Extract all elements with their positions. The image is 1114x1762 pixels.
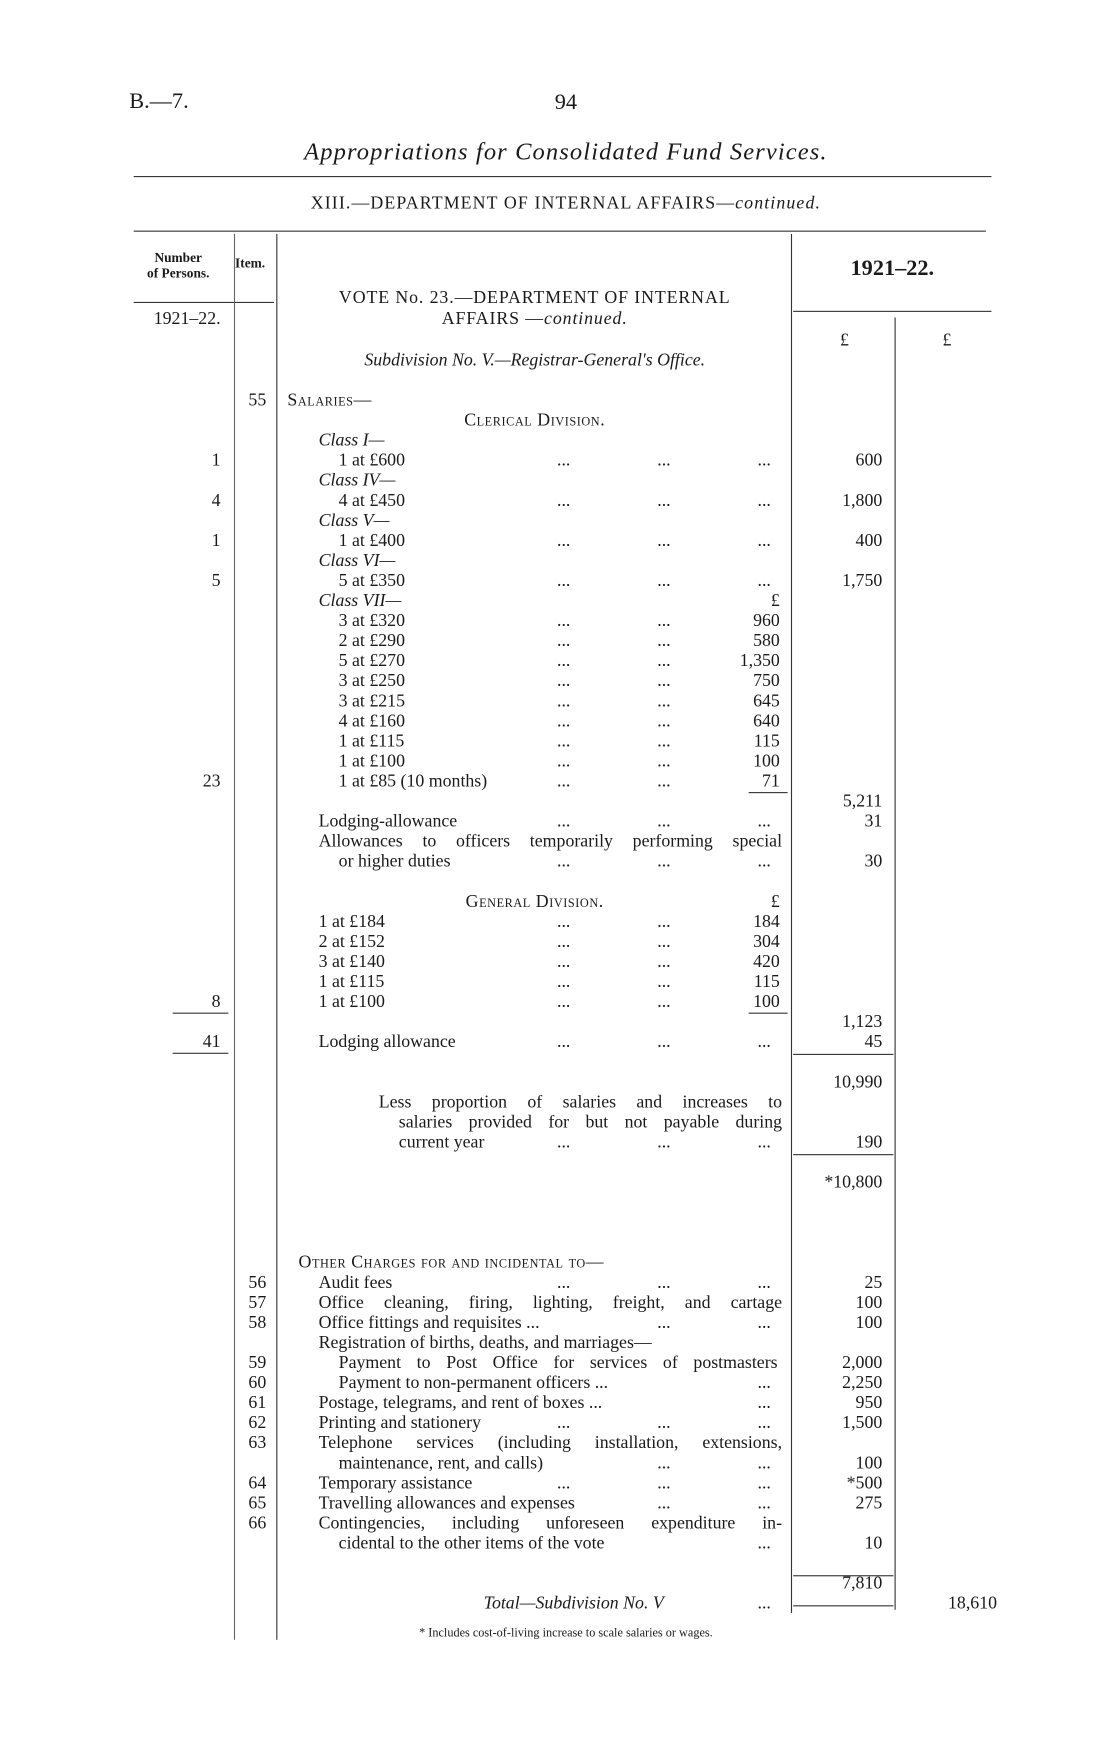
- dot-leader: ...: [557, 992, 571, 1012]
- persons-count: 4: [211, 491, 221, 511]
- table-row: [0, 812, 1114, 832]
- row-description: 3 at £250: [338, 671, 405, 691]
- dot-leader: ...: [557, 731, 571, 751]
- table-row: [0, 752, 1114, 772]
- table-row: [0, 1554, 1114, 1574]
- persons-count: 41: [202, 1032, 221, 1052]
- amount: 1,123: [842, 1012, 883, 1032]
- row-description: General Division.: [465, 892, 604, 912]
- dot-leader: ...: [557, 1413, 571, 1433]
- dot-leader: ...: [657, 972, 671, 992]
- table-row: [0, 1494, 1114, 1514]
- table-row: [0, 1354, 1114, 1374]
- amount: 1,800: [842, 491, 883, 511]
- dot-leader: ...: [557, 711, 571, 731]
- table-row: [0, 692, 1114, 712]
- table-row: [0, 932, 1114, 952]
- dot-leader: ...: [657, 812, 671, 832]
- table-row: [0, 712, 1114, 732]
- dot-leader: ...: [557, 772, 571, 791]
- dot-leader: ...: [757, 1594, 771, 1614]
- dot-leader: ...: [557, 952, 571, 972]
- table-row: [0, 1233, 1114, 1253]
- sub-amount: 71: [761, 772, 780, 791]
- row-description: 1 at £600: [338, 451, 405, 471]
- persons-header-line2: of Persons.: [147, 265, 210, 281]
- vote-title: VOTE No. 23.—DEPARTMENT OF INTERNAL: [338, 288, 731, 308]
- persons-header: [134, 250, 223, 281]
- year-header: 1921–22.: [850, 256, 935, 281]
- row-description: or higher duties: [338, 852, 451, 872]
- dot-leader: ...: [557, 491, 571, 511]
- table-row: [0, 1333, 1114, 1353]
- row-description: 2 at £152: [318, 932, 385, 952]
- vote-title-line2: AFFAIRS —: [441, 309, 545, 329]
- table-row: [0, 451, 1114, 471]
- row-description: Postage, telegrams, and rent of boxes ...: [318, 1393, 603, 1413]
- row-description: Lodging allowance: [318, 1032, 456, 1052]
- amount: 600: [855, 451, 883, 471]
- table-row: [0, 1514, 1114, 1534]
- persons-count: 8: [211, 992, 221, 1012]
- table-row: [0, 993, 1114, 1013]
- amount: 10,990: [833, 1072, 883, 1092]
- table-row: [0, 672, 1114, 692]
- item-number: 62: [248, 1413, 267, 1433]
- row-description: Lodging-allowance: [318, 812, 458, 832]
- amount: 1,500: [842, 1413, 883, 1433]
- table-row: [0, 531, 1114, 551]
- section-suffix: continued.: [735, 193, 822, 213]
- table-row: [0, 1033, 1114, 1053]
- dot-leader: ...: [757, 1373, 771, 1393]
- table-row: [0, 1073, 1114, 1093]
- dot-leader: ...: [557, 571, 571, 591]
- dot-leader: ...: [657, 1313, 671, 1333]
- amount: 10: [864, 1533, 883, 1553]
- table-row: [0, 1434, 1114, 1454]
- dot-leader: ...: [657, 1273, 671, 1293]
- dot-leader: ...: [757, 852, 771, 872]
- year-header-rule: [793, 311, 991, 312]
- table-row: [0, 1414, 1114, 1434]
- row-description: Other Charges for and incidental to—: [298, 1253, 605, 1273]
- dot-leader: ...: [657, 852, 671, 872]
- row-description: 4 at £450: [338, 491, 405, 511]
- table-row: [0, 772, 1114, 792]
- row-description: salaries provided for but not payable during: [398, 1112, 783, 1132]
- table-row: [0, 592, 1114, 612]
- table-row: [0, 1293, 1114, 1313]
- dot-leader: ...: [657, 1413, 671, 1433]
- amount: 100: [855, 1313, 883, 1333]
- table-row: [0, 612, 1114, 632]
- table-row: [0, 511, 1114, 531]
- sub-amount: £: [770, 591, 780, 611]
- row-description: Salaries—: [287, 391, 372, 410]
- row-description: 1 at £85 (10 months): [338, 772, 488, 791]
- dot-leader: ...: [557, 1032, 571, 1052]
- dot-leader: ...: [757, 1413, 771, 1433]
- table-row: [0, 952, 1114, 972]
- table-row: [0, 1193, 1114, 1213]
- item-number: 58: [248, 1313, 267, 1333]
- sub-amount: 115: [753, 972, 780, 992]
- table-row: [0, 973, 1114, 993]
- dot-leader: ...: [757, 1533, 771, 1553]
- sub-amount: 100: [753, 751, 780, 771]
- table-row: [0, 1153, 1114, 1173]
- page-title: Appropriations for Consolidated Fund Services.: [304, 137, 828, 165]
- table-row: [0, 652, 1114, 672]
- dot-leader: ...: [657, 691, 671, 711]
- dot-leader: ...: [657, 952, 671, 972]
- row-description: Class IV—: [318, 471, 396, 491]
- dot-leader: ...: [657, 1032, 671, 1052]
- total-amount: 18,610: [948, 1594, 998, 1614]
- table-row: [0, 912, 1114, 932]
- table-row: [0, 391, 1114, 411]
- dot-leader: ...: [757, 1473, 771, 1493]
- table-row: [0, 1273, 1114, 1293]
- pound-sign-col1: £: [839, 330, 849, 350]
- amount: 950: [855, 1393, 883, 1413]
- table-row: [0, 1374, 1114, 1394]
- section-title: XIII.—DEPARTMENT OF INTERNAL AFFAIRS—: [310, 193, 736, 213]
- persons-count: 23: [202, 772, 221, 791]
- row-description: Audit fees: [318, 1273, 393, 1293]
- row-description: Payment to non-permanent officers ...: [338, 1373, 609, 1393]
- sub-amount: 960: [753, 611, 780, 631]
- table-row: [0, 1173, 1114, 1193]
- dot-leader: ...: [557, 1273, 571, 1293]
- dot-leader: ...: [557, 1132, 571, 1152]
- footnote: * Includes cost-of-living increase to scale salaries or wages.: [419, 1626, 713, 1640]
- dot-leader: ...: [557, 631, 571, 651]
- row-description: 5 at £270: [338, 651, 405, 671]
- sub-amount: 645: [753, 691, 780, 711]
- table-row: [0, 1394, 1114, 1414]
- dot-leader: ...: [657, 711, 671, 731]
- table-row: [0, 1313, 1114, 1333]
- dot-leader: ...: [557, 751, 571, 771]
- dot-leader: ...: [657, 912, 671, 932]
- amount: *10,800: [824, 1173, 883, 1192]
- dot-leader: ...: [657, 611, 671, 631]
- table-row: [0, 832, 1114, 852]
- dot-leader: ...: [557, 972, 571, 992]
- amount-total-rule: [793, 1605, 893, 1606]
- row-description: Office cleaning, firing, lighting, freight, and cartage: [318, 1293, 783, 1313]
- dot-leader: ...: [757, 1493, 771, 1513]
- table-row: [0, 1253, 1114, 1273]
- dot-leader: ...: [757, 451, 771, 471]
- table-row: [0, 892, 1114, 912]
- row-description: Class V—: [318, 511, 390, 531]
- sub-amount: 115: [753, 731, 780, 751]
- row-description: 1 at £115: [318, 972, 385, 992]
- dot-leader: ...: [657, 1453, 671, 1473]
- row-description: 1 at £100: [338, 751, 405, 771]
- table-row: [0, 1454, 1114, 1474]
- row-description: Total—Subdivision No. V: [483, 1594, 664, 1614]
- row-description: 3 at £320: [338, 611, 405, 631]
- section-rule: [134, 231, 986, 232]
- row-description: Telephone services (including installation, extensions,: [318, 1433, 783, 1453]
- row-description: maintenance, rent, and calls): [338, 1453, 544, 1473]
- row-description: Class VI—: [318, 551, 396, 571]
- amount: 2,000: [842, 1353, 883, 1373]
- sub-amount: 184: [753, 912, 780, 932]
- dot-leader: ...: [557, 651, 571, 671]
- item-number: 65: [248, 1493, 267, 1513]
- row-description: current year: [398, 1132, 485, 1152]
- item-number: 66: [248, 1513, 267, 1533]
- row-description: cidental to the other items of the vote: [338, 1533, 605, 1553]
- amount: 100: [855, 1293, 883, 1313]
- item-number: 56: [248, 1273, 267, 1293]
- dot-leader: ...: [657, 1493, 671, 1513]
- amount: 31: [864, 812, 883, 832]
- dot-leader: ...: [657, 491, 671, 511]
- table-row: [0, 852, 1114, 872]
- dot-leader: ...: [757, 1273, 771, 1293]
- dot-leader: ...: [757, 1393, 771, 1413]
- amount: 100: [855, 1453, 883, 1473]
- amount: 45: [864, 1032, 883, 1052]
- amount: *500: [846, 1473, 883, 1493]
- table-row: [0, 1133, 1114, 1153]
- table-row: [0, 1574, 1114, 1594]
- dot-leader: ...: [557, 932, 571, 952]
- dot-leader: ...: [557, 671, 571, 691]
- persons-count: 5: [211, 571, 221, 591]
- amount: 25: [864, 1273, 883, 1293]
- persons-year: 1921–22.: [153, 309, 221, 329]
- amount: 275: [855, 1493, 883, 1513]
- row-description: Payment to Post Office for services of postmasters: [338, 1353, 778, 1373]
- row-description: Class I—: [318, 431, 385, 451]
- dot-leader: ...: [557, 611, 571, 631]
- dot-leader: ...: [557, 691, 571, 711]
- row-description: Class VII—: [318, 591, 402, 611]
- dot-leader: ...: [557, 812, 571, 832]
- table-row: [0, 1113, 1114, 1133]
- sub-amount: 640: [753, 711, 780, 731]
- table-row: [0, 1534, 1114, 1554]
- dot-leader: ...: [557, 451, 571, 471]
- dot-leader: ...: [657, 451, 671, 471]
- row-description: 5 at £350: [338, 571, 405, 591]
- row-description: 1 at £100: [318, 992, 385, 1012]
- sub-amount: 420: [753, 952, 780, 972]
- item-number: 64: [248, 1473, 267, 1493]
- sub-amount: 304: [753, 932, 780, 952]
- section-heading: [223, 194, 909, 214]
- dot-leader: ...: [657, 571, 671, 591]
- item-number: 63: [248, 1433, 267, 1453]
- dot-leader: ...: [757, 1313, 771, 1333]
- dot-leader: ...: [657, 772, 671, 791]
- amount: 7,810: [842, 1574, 883, 1594]
- dot-leader: ...: [757, 1032, 771, 1052]
- row-description: 4 at £160: [338, 711, 405, 731]
- row-description: 1 at £115: [338, 731, 405, 751]
- table-row: [0, 1053, 1114, 1073]
- item-number: 59: [248, 1353, 267, 1373]
- row-description: 1 at £400: [338, 531, 405, 551]
- dot-leader: ...: [557, 1473, 571, 1493]
- dot-leader: ...: [757, 571, 771, 591]
- table-row: [0, 411, 1114, 431]
- pound-sign-col2: £: [942, 330, 952, 350]
- row-description: Less proportion of salaries and increases to: [378, 1092, 783, 1112]
- dot-leader: ...: [657, 631, 671, 651]
- amount: 5,211: [842, 792, 883, 811]
- sub-amount: £: [770, 892, 780, 912]
- dot-leader: ...: [557, 912, 571, 932]
- row-description: Office fittings and requisites ...: [318, 1313, 540, 1333]
- table-row: [0, 1594, 1114, 1614]
- subtotal-rule: [749, 1013, 788, 1014]
- vote-continued: continued.: [544, 309, 628, 329]
- table-row: [0, 471, 1114, 491]
- table-row: [0, 792, 1114, 812]
- subdivision-title: Subdivision No. V.—Registrar-General's Office.: [364, 350, 706, 370]
- table-row: [0, 1213, 1114, 1233]
- persons-count: 1: [211, 531, 221, 551]
- dot-leader: ...: [757, 1453, 771, 1473]
- row-description: Registration of births, deaths, and marriages—: [318, 1333, 652, 1353]
- dot-leader: ...: [757, 531, 771, 551]
- sub-amount: 580: [753, 631, 780, 651]
- row-description: Contingencies, including unforeseen expenditure in-: [318, 1513, 783, 1533]
- sub-amount: 1,350: [739, 651, 780, 671]
- row-description: Temporary assistance: [318, 1473, 473, 1493]
- row-description: 3 at £140: [318, 952, 385, 972]
- table-row: [0, 872, 1114, 892]
- table-row: [0, 732, 1114, 752]
- sub-amount: 100: [753, 992, 780, 1012]
- table-row: [0, 491, 1114, 511]
- dot-leader: ...: [557, 852, 571, 872]
- dot-leader: ...: [657, 671, 671, 691]
- item-number: 60: [248, 1373, 267, 1393]
- dot-leader: ...: [657, 1132, 671, 1152]
- dot-leader: ...: [657, 731, 671, 751]
- dot-leader: ...: [757, 812, 771, 832]
- dot-leader: ...: [657, 992, 671, 1012]
- dot-leader: ...: [657, 531, 671, 551]
- vote-title-continued: [287, 310, 782, 330]
- table-row: [0, 1474, 1114, 1494]
- item-number: 61: [248, 1393, 267, 1413]
- dot-leader: ...: [757, 1132, 771, 1152]
- item-header: Item.: [235, 255, 266, 271]
- row-description: Printing and stationery: [318, 1413, 481, 1433]
- persons-header-rule: [134, 302, 274, 303]
- dot-leader: ...: [657, 1473, 671, 1493]
- dot-leader: ...: [557, 531, 571, 551]
- row-description: Clerical Division.: [464, 411, 606, 431]
- page-number: 94: [554, 90, 578, 115]
- dot-leader: ...: [657, 651, 671, 671]
- sub-amount: 750: [753, 671, 780, 691]
- table-row: [0, 571, 1114, 591]
- amount: 190: [855, 1132, 883, 1152]
- row-description: 2 at £290: [338, 631, 405, 651]
- amount: 30: [864, 852, 883, 872]
- title-rule: [134, 176, 992, 177]
- persons-total-rule: [173, 1013, 229, 1014]
- dot-leader: ...: [757, 491, 771, 511]
- table-row: [0, 1093, 1114, 1113]
- amount: 2,250: [842, 1373, 883, 1393]
- dot-leader: ...: [657, 751, 671, 771]
- persons-count: 1: [211, 451, 221, 471]
- amount: 1,750: [842, 571, 883, 591]
- row-description: Travelling allowances and expenses: [318, 1493, 575, 1513]
- row-description: 3 at £215: [338, 691, 405, 711]
- row-description: Allowances to officers temporarily performing special: [318, 832, 783, 852]
- table-row: [0, 1013, 1114, 1033]
- persons-header-line1: Number: [154, 249, 202, 266]
- table-row: [0, 551, 1114, 571]
- item-number: 57: [248, 1293, 267, 1313]
- row-description: 1 at £184: [318, 912, 385, 932]
- dot-leader: ...: [657, 932, 671, 952]
- subtotal-rule: [749, 792, 788, 793]
- amount: 400: [855, 531, 883, 551]
- table-row: [0, 632, 1114, 652]
- item-number: 55: [248, 391, 267, 410]
- table-row: [0, 431, 1114, 451]
- page-reference: B.—7.: [129, 89, 189, 114]
